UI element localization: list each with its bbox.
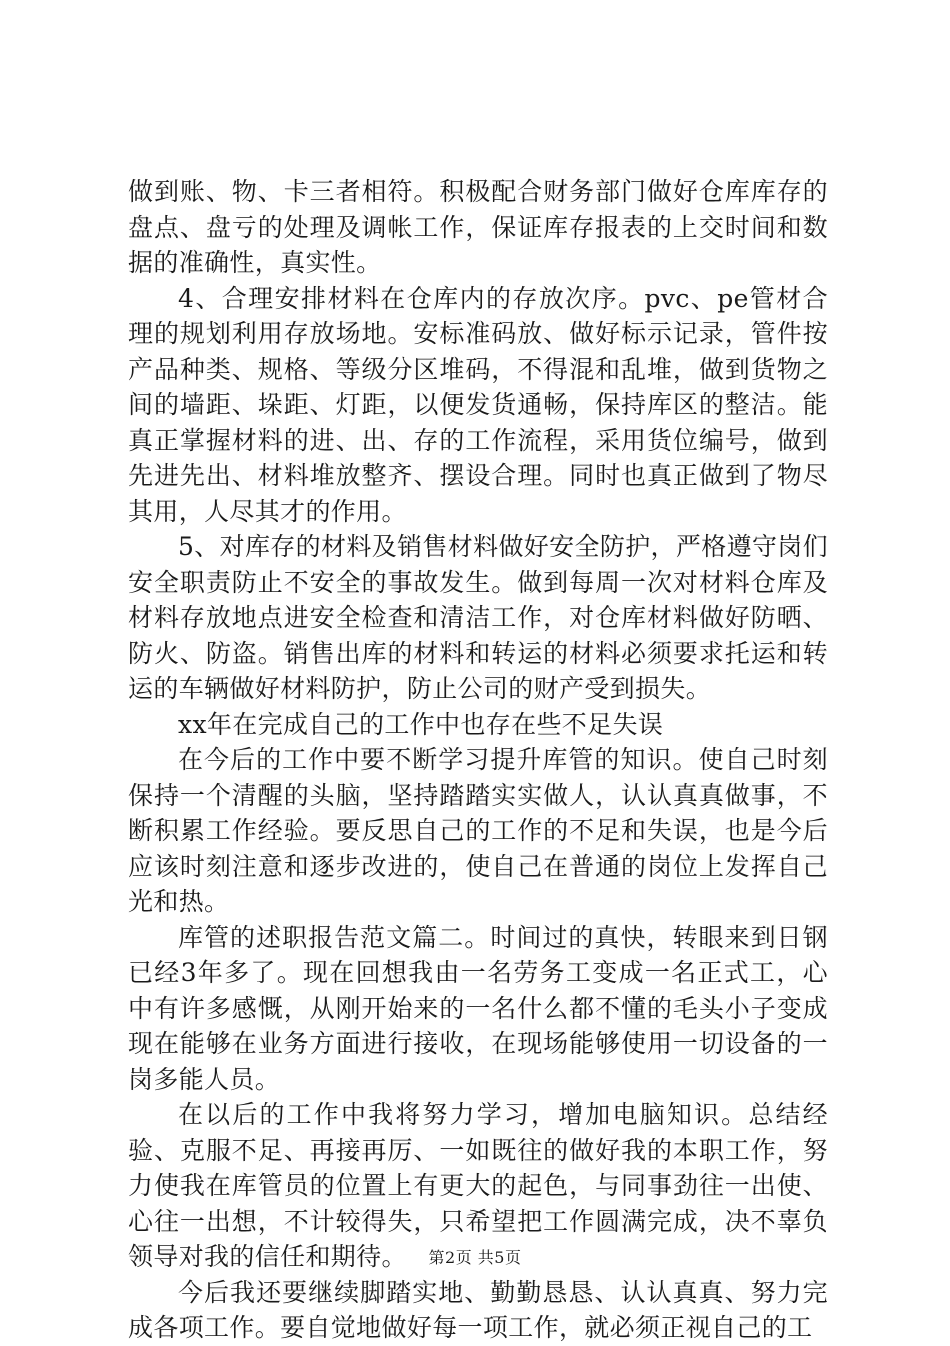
document-body bbox=[128, 174, 828, 1346]
paragraph-8: 今后我还要继续脚踏实地、勤勤恳恳、认认真真、努力完成各项工作。要自觉地做好每一项工作，就必须正视自己的工 bbox=[128, 1277, 828, 1342]
paragraph-5: 在今后的工作中要不断学习提升库管的知识。使自己时刻保持一个清醒的头脑，坚持踏踏实实做人，认认真真做事，不断积累工作经验。要反思自己的工作的不足和失误，也是今后应该时刻注意和逐步改进的，使自己在普通的岗位上发挥自己光和热。 bbox=[128, 745, 828, 916]
paragraph-2: 4、合理安排材料在仓库内的存放次序。pvc、pe管材合理的规划利用存放场地。安标准码放、做好标示记录，管件按产品种类、规格、等级分区堆码，不得混和乱堆，做到货物之间的墙距、垛距、灯距，以便发货通畅，保持库区的整洁。能真正掌握材料的进、出、存的工作流程，采用货位编号，做到先进先出、材料堆放整齐、摆设合理。同时也真正做到了物尽其用，人尽其才的作用。 bbox=[128, 283, 828, 526]
paragraph-1: 做到账、物、卡三者相符。积极配合财务部门做好仓库库存的盘点、盘亏的处理及调帐工作，保证库存报表的上交时间和数据的准确性，真实性。 bbox=[128, 177, 828, 277]
paragraph-4: xx年在完成自己的工作中也存在些不足失误 bbox=[178, 709, 664, 739]
paragraph-3: 5、对库存的材料及销售材料做好安全防护，严格遵守岗们安全职责防止不安全的事故发生。做到每周一次对材料仓库及材料存放地点进安全检查和清洁工作，对仓库材料做好防晒、防火、防盗。销售出库的材料和转运的材料必须要求托运和转运的车辆做好材料防护，防止公司的财产受到损失。 bbox=[128, 532, 829, 703]
paragraph-7: 在以后的工作中我将努力学习，增加电脑知识。总结经验、克服不足、再接再厉、一如既往的做好我的本职工作，努力使我在库管员的位置上有更大的起色，与同事劲往一出使、心往一出想，不计较得失，只希望把工作圆满完成，决不辜负领导对我的信任和期待。 bbox=[128, 1100, 828, 1271]
paragraph-6: 库管的述职报告范文篇二。时间过的真快，转眼来到日钢已经3年多了。现在回想我由一名劳务工变成一名正式工，心中有许多感慨，从刚开始来的一名什么都不懂的毛头小子变成现在能够在业务方面进行接收，在现场能够使用一切设备的一岗多能人员。 bbox=[128, 922, 828, 1094]
page-number-footer: 第2页 共5页 bbox=[428, 1248, 522, 1267]
